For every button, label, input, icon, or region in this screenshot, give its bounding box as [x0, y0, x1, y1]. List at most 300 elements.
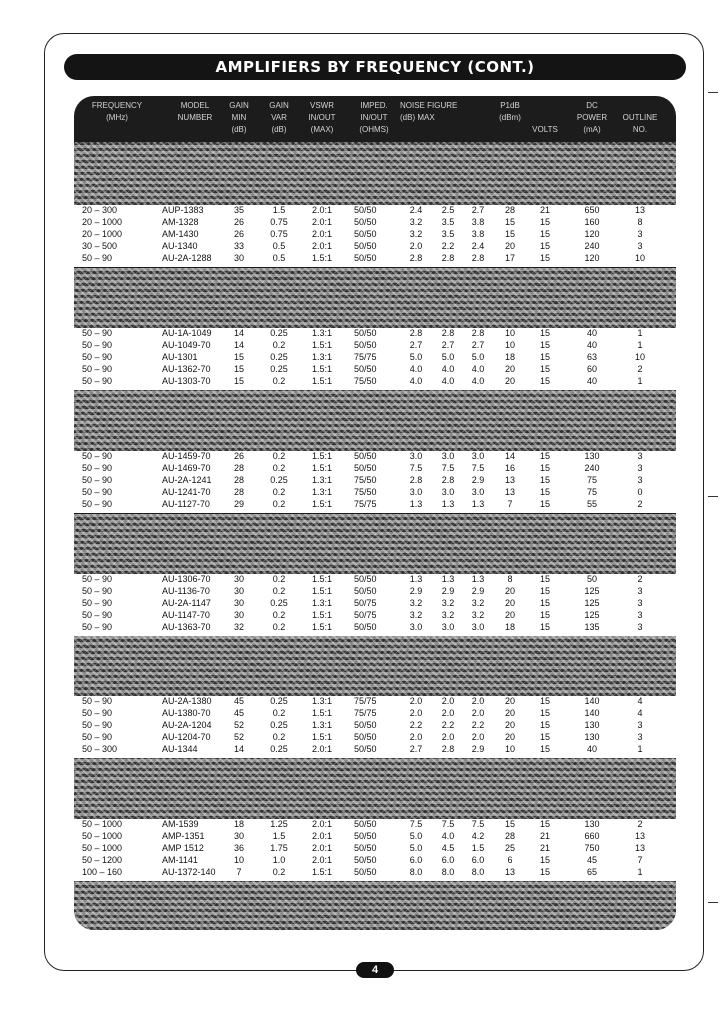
- cell-vswr: 1.5:1: [311, 574, 333, 584]
- cell-imped: 50/50: [354, 253, 377, 263]
- cell-volts: 15: [539, 376, 550, 386]
- cell-volts: 15: [539, 451, 550, 461]
- cell-vswr: 1.5:1: [311, 463, 333, 473]
- cell-imped: 75/50: [354, 376, 377, 386]
- cell-power: 660: [584, 831, 600, 841]
- cell-volts: 15: [539, 499, 550, 509]
- table-row: [74, 487, 676, 498]
- cell-imped: 50/75: [354, 610, 377, 620]
- cell-p1db: 20: [504, 376, 515, 386]
- cell-model: AU-1459-70: [162, 451, 211, 461]
- cell-nf1: 7.5: [409, 463, 423, 473]
- cell-outline: 7: [637, 855, 643, 865]
- cell-nf2: 4.0: [441, 831, 455, 841]
- cell-outline: 4: [637, 696, 643, 706]
- cell-model: AU-1363-70: [162, 622, 211, 632]
- noise-band: [74, 390, 676, 451]
- column-header-nf1: NOISE FIGURE (dB) MAX: [400, 101, 458, 122]
- cell-outline: 4: [637, 708, 643, 718]
- cell-model: AU-1303-70: [162, 376, 211, 386]
- cell-freq: 20 – 1000: [82, 229, 123, 239]
- cell-freq: 50 – 1000: [82, 843, 123, 853]
- page-number: 4: [356, 962, 394, 978]
- cell-gain: 26: [233, 217, 244, 227]
- cell-var: 1.5: [272, 205, 286, 215]
- cell-imped: 75/50: [354, 475, 377, 485]
- cell-p1db: 15: [504, 229, 515, 239]
- cell-volts: 15: [539, 867, 550, 877]
- cell-nf2: 2.2: [441, 241, 455, 251]
- cell-gain: 32: [233, 622, 244, 632]
- amplifier-table: [74, 96, 676, 930]
- cell-power: 240: [584, 241, 600, 251]
- cell-var: 1.5: [272, 831, 286, 841]
- cell-volts: 15: [539, 217, 550, 227]
- cell-nf1: 2.7: [409, 340, 423, 350]
- cell-var: 0.2: [272, 451, 286, 461]
- cell-imped: 50/50: [354, 744, 377, 754]
- cell-nf2: 2.8: [441, 744, 455, 754]
- cell-model: AU-1204-70: [162, 732, 211, 742]
- cell-gain: 28: [233, 487, 244, 497]
- cell-nf3: 2.0: [471, 732, 485, 742]
- cell-imped: 50/50: [354, 843, 377, 853]
- cell-var: 0.5: [272, 241, 286, 251]
- cell-volts: 15: [539, 598, 550, 608]
- cell-imped: 50/50: [354, 364, 377, 374]
- cell-gain: 30: [233, 598, 244, 608]
- table-row: [74, 475, 676, 486]
- cell-power: 130: [584, 732, 600, 742]
- table-row: [74, 744, 676, 755]
- cell-vswr: 1.5:1: [311, 364, 333, 374]
- cell-imped: 50/50: [354, 328, 377, 338]
- cell-power: 50: [586, 574, 597, 584]
- cell-gain: 15: [233, 364, 244, 374]
- cell-var: 0.75: [270, 229, 288, 239]
- cell-p1db: 17: [504, 253, 515, 263]
- cell-p1db: 7: [507, 499, 513, 509]
- cell-imped: 50/50: [354, 622, 377, 632]
- cell-imped: 50/50: [354, 451, 377, 461]
- cell-p1db: 18: [504, 352, 515, 362]
- cell-vswr: 2.0:1: [311, 217, 333, 227]
- cell-outline: 3: [637, 463, 643, 473]
- cell-freq: 50 – 90: [82, 598, 113, 608]
- noise-band: [74, 758, 676, 819]
- cell-vswr: 2.0:1: [311, 855, 333, 865]
- table-row: [74, 696, 676, 707]
- cell-gain: 33: [233, 241, 244, 251]
- cell-vswr: 2.0:1: [311, 843, 333, 853]
- cell-volts: 21: [539, 831, 550, 841]
- cell-p1db: 14: [504, 451, 515, 461]
- cell-power: 125: [584, 586, 600, 596]
- cell-nf3: 3.2: [471, 610, 485, 620]
- cell-volts: 21: [539, 205, 550, 215]
- cell-imped: 50/50: [354, 819, 377, 829]
- cell-p1db: 13: [504, 475, 515, 485]
- cell-nf2: 2.0: [441, 732, 455, 742]
- cell-power: 125: [584, 610, 600, 620]
- cell-var: 0.2: [272, 867, 286, 877]
- cell-p1db: 20: [504, 610, 515, 620]
- cell-nf2: 3.5: [441, 217, 455, 227]
- cell-nf2: 4.0: [441, 376, 455, 386]
- cell-vswr: 1.5:1: [311, 499, 333, 509]
- cell-var: 0.25: [270, 720, 288, 730]
- cell-vswr: 1.5:1: [311, 376, 333, 386]
- cell-freq: 50 – 90: [82, 451, 113, 461]
- cell-volts: 15: [539, 855, 550, 865]
- table-row: [74, 610, 676, 621]
- cell-gain: 30: [233, 253, 244, 263]
- cell-nf2: 5.0: [441, 352, 455, 362]
- cell-nf1: 3.0: [409, 622, 423, 632]
- cell-p1db: 16: [504, 463, 515, 473]
- page-title: AMPLIFIERS BY FREQUENCY (CONT.): [64, 54, 686, 80]
- cell-vswr: 2.0:1: [311, 205, 333, 215]
- cell-volts: 15: [539, 744, 550, 754]
- cell-freq: 50 – 90: [82, 622, 113, 632]
- cell-vswr: 1.5:1: [311, 451, 333, 461]
- cell-model: AM-1328: [162, 217, 199, 227]
- column-header-model: MODEL NUMBER: [177, 101, 213, 122]
- cell-model: AU-1136-70: [162, 586, 210, 596]
- cell-gain: 14: [233, 744, 244, 754]
- cell-var: 0.25: [270, 696, 288, 706]
- cell-freq: 50 – 90: [82, 708, 113, 718]
- cell-nf1: 3.0: [409, 487, 423, 497]
- cell-volts: 15: [539, 241, 550, 251]
- table-row: [74, 867, 676, 878]
- cell-model: AU-1049-70: [162, 340, 211, 350]
- table-row: [74, 229, 676, 240]
- cell-nf2: 3.2: [441, 598, 455, 608]
- cell-power: 60: [586, 364, 597, 374]
- cell-volts: 15: [539, 229, 550, 239]
- cell-freq: 50 – 90: [82, 352, 113, 362]
- table-row: [74, 708, 676, 719]
- cell-nf3: 2.9: [471, 586, 485, 596]
- cell-freq: 50 – 1000: [82, 819, 123, 829]
- cell-gain: 28: [233, 475, 244, 485]
- cell-p1db: 13: [504, 867, 515, 877]
- cell-nf2: 7.5: [441, 819, 455, 829]
- cell-nf2: 1.3: [441, 574, 455, 584]
- cell-gain: 52: [233, 732, 244, 742]
- cell-var: 1.0: [272, 855, 286, 865]
- table-row: [74, 463, 676, 474]
- cell-vswr: 1.5:1: [311, 610, 333, 620]
- cell-imped: 50/50: [354, 574, 377, 584]
- cell-p1db: 20: [504, 708, 515, 718]
- noise-band: [74, 142, 676, 205]
- cell-imped: 50/50: [354, 831, 377, 841]
- cell-volts: 15: [539, 622, 550, 632]
- noise-band: [74, 881, 676, 930]
- cell-nf2: 4.0: [441, 364, 455, 374]
- cell-outline: 3: [637, 598, 643, 608]
- table-row: [74, 586, 676, 597]
- table-row: [74, 843, 676, 854]
- cell-nf1: 3.0: [409, 451, 423, 461]
- cell-nf2: 2.8: [441, 253, 455, 263]
- cell-imped: 50/50: [354, 340, 377, 350]
- cell-nf2: 2.0: [441, 708, 455, 718]
- cell-nf1: 2.7: [409, 744, 423, 754]
- cell-nf3: 4.2: [471, 831, 485, 841]
- cell-var: 0.25: [270, 598, 288, 608]
- cell-nf2: 6.0: [441, 855, 455, 865]
- cell-outline: 3: [637, 451, 643, 461]
- cell-model: AU-1147-70: [162, 610, 210, 620]
- cell-model: AU-2A-1241: [162, 475, 212, 485]
- cell-outline: 3: [637, 720, 643, 730]
- cell-gain: 45: [233, 708, 244, 718]
- cell-outline: 10: [634, 253, 645, 263]
- cell-outline: 10: [634, 352, 645, 362]
- table-row: [74, 598, 676, 609]
- cell-model: AMP 1512: [162, 843, 204, 853]
- margin-mark: [708, 496, 718, 497]
- table-row: [74, 855, 676, 866]
- cell-nf2: 1.3: [441, 499, 455, 509]
- cell-nf3: 4.0: [471, 376, 485, 386]
- table-row: [74, 574, 676, 585]
- row-group: [74, 205, 676, 267]
- cell-vswr: 2.0:1: [311, 229, 333, 239]
- cell-nf3: 1.3: [471, 574, 485, 584]
- cell-volts: 15: [539, 463, 550, 473]
- cell-nf3: 1.5: [471, 843, 485, 853]
- cell-nf1: 2.0: [409, 241, 423, 251]
- cell-power: 120: [584, 229, 600, 239]
- cell-nf1: 2.0: [409, 708, 423, 718]
- cell-power: 140: [584, 708, 600, 718]
- cell-var: 1.75: [270, 843, 288, 853]
- cell-nf1: 2.0: [409, 732, 423, 742]
- cell-nf3: 2.0: [471, 708, 485, 718]
- table-row: [74, 732, 676, 743]
- cell-nf2: 2.7: [441, 340, 455, 350]
- cell-outline: 3: [637, 610, 643, 620]
- cell-vswr: 2.0:1: [311, 831, 333, 841]
- cell-freq: 50 – 90: [82, 574, 113, 584]
- cell-nf1: 6.0: [409, 855, 423, 865]
- cell-nf3: 2.2: [471, 720, 485, 730]
- cell-imped: 50/50: [354, 241, 377, 251]
- cell-gain: 15: [233, 352, 244, 362]
- cell-volts: 15: [539, 720, 550, 730]
- cell-p1db: 15: [504, 217, 515, 227]
- cell-model: AUP-1383: [162, 205, 204, 215]
- cell-volts: 15: [539, 819, 550, 829]
- cell-nf1: 5.0: [409, 352, 423, 362]
- cell-volts: 15: [539, 610, 550, 620]
- noise-band: [74, 268, 676, 328]
- cell-volts: 15: [539, 487, 550, 497]
- cell-p1db: 10: [504, 744, 515, 754]
- table-row: [74, 241, 676, 252]
- cell-nf2: 3.2: [441, 610, 455, 620]
- cell-gain: 10: [233, 855, 244, 865]
- cell-outline: 3: [637, 732, 643, 742]
- cell-outline: 2: [637, 574, 643, 584]
- cell-model: AU-1301: [162, 352, 198, 362]
- cell-vswr: 1.5:1: [311, 340, 333, 350]
- cell-var: 0.2: [272, 708, 286, 718]
- cell-nf2: 4.5: [441, 843, 455, 853]
- column-header-nf2: [432, 100, 464, 124]
- cell-var: 0.2: [272, 574, 286, 584]
- cell-imped: 50/50: [354, 732, 377, 742]
- cell-nf1: 8.0: [409, 867, 423, 877]
- cell-freq: 50 – 1000: [82, 831, 123, 841]
- cell-freq: 50 – 90: [82, 376, 113, 386]
- table-row: [74, 217, 676, 228]
- cell-imped: 50/50: [354, 229, 377, 239]
- cell-volts: 15: [539, 574, 550, 584]
- cell-nf1: 2.8: [409, 475, 423, 485]
- cell-outline: 2: [637, 499, 643, 509]
- cell-freq: 20 – 300: [82, 205, 118, 215]
- cell-var: 0.5: [272, 253, 286, 263]
- cell-gain: 14: [233, 328, 244, 338]
- cell-nf1: 4.0: [409, 364, 423, 374]
- cell-imped: 50/50: [354, 205, 377, 215]
- cell-imped: 50/50: [354, 463, 377, 473]
- cell-gain: 26: [233, 229, 244, 239]
- cell-nf1: 3.2: [409, 229, 423, 239]
- cell-nf3: 2.0: [471, 696, 485, 706]
- margin-mark: [708, 92, 718, 93]
- cell-gain: 30: [233, 610, 244, 620]
- cell-imped: 75/50: [354, 487, 377, 497]
- cell-var: 0.2: [272, 487, 286, 497]
- cell-power: 75: [586, 487, 597, 497]
- cell-p1db: 13: [504, 487, 515, 497]
- cell-nf3: 7.5: [471, 819, 485, 829]
- cell-power: 45: [586, 855, 597, 865]
- cell-nf3: 3.0: [471, 451, 485, 461]
- cell-freq: 50 – 90: [82, 610, 113, 620]
- cell-model: AU-1362-70: [162, 364, 211, 374]
- cell-power: 650: [584, 205, 600, 215]
- cell-nf1: 2.8: [409, 253, 423, 263]
- cell-var: 0.2: [272, 376, 286, 386]
- cell-outline: 3: [637, 229, 643, 239]
- cell-volts: 15: [539, 586, 550, 596]
- cell-nf3: 4.0: [471, 364, 485, 374]
- cell-p1db: 20: [504, 696, 515, 706]
- cell-var: 0.25: [270, 364, 288, 374]
- cell-power: 40: [586, 744, 597, 754]
- cell-freq: 50 – 90: [82, 696, 113, 706]
- cell-volts: 15: [539, 328, 550, 338]
- cell-model: AU-1127-70: [162, 499, 210, 509]
- cell-outline: 1: [637, 340, 643, 350]
- cell-var: 0.2: [272, 463, 286, 473]
- cell-freq: 50 – 90: [82, 340, 113, 350]
- cell-p1db: 28: [504, 205, 515, 215]
- row-group: [74, 328, 676, 390]
- cell-vswr: 1.3:1: [311, 487, 333, 497]
- cell-imped: 50/50: [354, 867, 377, 877]
- cell-nf1: 5.0: [409, 843, 423, 853]
- cell-outline: 1: [637, 744, 643, 754]
- cell-gain: 35: [233, 205, 244, 215]
- cell-power: 63: [586, 352, 597, 362]
- cell-gain: 7: [236, 867, 242, 877]
- cell-power: 240: [584, 463, 600, 473]
- cell-model: AU-1469-70: [162, 463, 211, 473]
- cell-nf2: 2.9: [441, 586, 455, 596]
- cell-nf3: 1.3: [471, 499, 485, 509]
- cell-nf2: 2.8: [441, 328, 455, 338]
- cell-gain: 28: [233, 463, 244, 473]
- cell-outline: 3: [637, 475, 643, 485]
- cell-imped: 50/50: [354, 720, 377, 730]
- noise-band: [74, 514, 676, 574]
- cell-nf1: 1.3: [409, 574, 423, 584]
- column-header-imped: IMPED. IN/OUT (OHMS): [359, 101, 389, 134]
- cell-freq: 50 – 90: [82, 499, 113, 509]
- cell-volts: 15: [539, 475, 550, 485]
- cell-power: 130: [584, 720, 600, 730]
- cell-volts: 15: [539, 708, 550, 718]
- cell-var: 0.25: [270, 352, 288, 362]
- cell-vswr: 1.5:1: [311, 622, 333, 632]
- cell-model: AU-2A-1147: [162, 598, 211, 608]
- cell-model: AU-1241-70: [162, 487, 211, 497]
- cell-nf3: 6.0: [471, 855, 485, 865]
- cell-model: AU-1372-140: [162, 867, 216, 877]
- cell-outline: 2: [637, 819, 643, 829]
- cell-vswr: 1.3:1: [311, 598, 333, 608]
- cell-vswr: 1.3:1: [311, 475, 333, 485]
- cell-var: 0.2: [272, 732, 286, 742]
- cell-power: 135: [584, 622, 600, 632]
- column-header-volts: VOLTS: [532, 125, 558, 134]
- cell-p1db: 20: [504, 598, 515, 608]
- cell-var: 0.75: [270, 217, 288, 227]
- cell-power: 40: [586, 340, 597, 350]
- cell-freq: 100 – 160: [82, 867, 123, 877]
- cell-gain: 30: [233, 831, 244, 841]
- cell-outline: 1: [637, 867, 643, 877]
- cell-nf2: 3.0: [441, 487, 455, 497]
- cell-p1db: 20: [504, 586, 515, 596]
- cell-imped: 50/50: [354, 217, 377, 227]
- cell-imped: 50/50: [354, 586, 377, 596]
- cell-model: AM-1430: [162, 229, 199, 239]
- cell-power: 65: [586, 867, 597, 877]
- cell-nf1: 7.5: [409, 819, 423, 829]
- cell-outline: 1: [637, 376, 643, 386]
- cell-model: AU-1306-70: [162, 574, 211, 584]
- column-header-vswr: VSWR IN/OUT (MAX): [308, 101, 336, 134]
- cell-p1db: 20: [504, 720, 515, 730]
- cell-var: 0.2: [272, 622, 286, 632]
- cell-nf3: 2.9: [471, 744, 485, 754]
- cell-gain: 30: [233, 574, 244, 584]
- cell-var: 1.25: [270, 819, 288, 829]
- cell-outline: 3: [637, 586, 643, 596]
- cell-p1db: 28: [504, 831, 515, 841]
- cell-vswr: 1.3:1: [311, 352, 333, 362]
- cell-outline: 2: [637, 364, 643, 374]
